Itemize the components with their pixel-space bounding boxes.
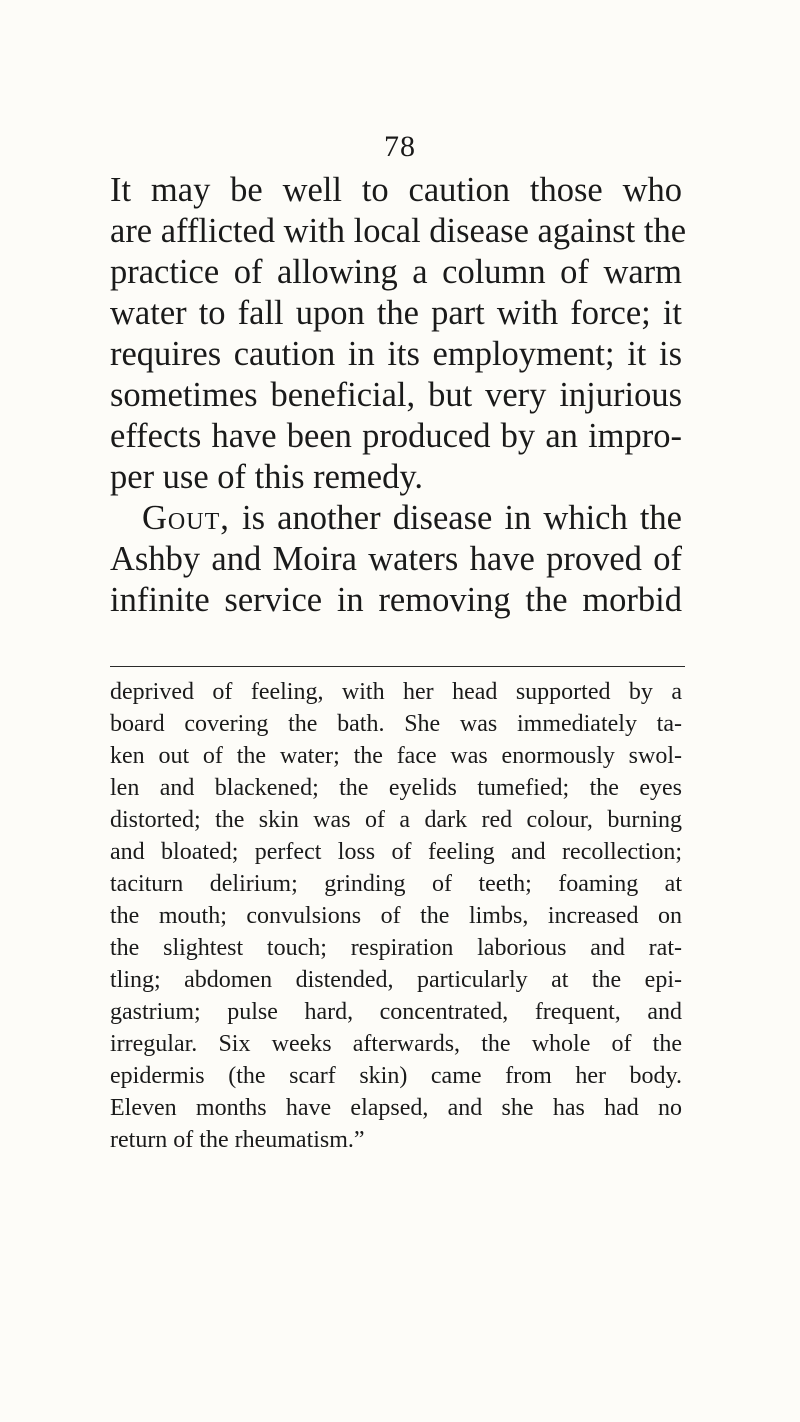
- footnote-line: Eleven months have elapsed, and she has had no: [110, 1095, 682, 1121]
- main-text-block: [110, 170, 687, 621]
- footnote-line: ken out of the water; the face was enormously swol-: [110, 743, 682, 769]
- footnote-line: deprived of feeling, with her head supported by a: [110, 679, 682, 705]
- footnote-block: [110, 676, 682, 1156]
- main-text-line: per use of this remedy.: [110, 458, 423, 496]
- footnote-line: the mouth; convulsions of the limbs, increased on: [110, 903, 682, 929]
- main-text-line: water to fall upon the part with force; it: [110, 294, 682, 332]
- footnote-line: tling; abdomen distended, particularly at the epi-: [110, 967, 682, 993]
- main-text-line: effects have been produced by an impro-: [110, 417, 682, 455]
- gout-line-rest: is another disease in which the: [229, 499, 682, 537]
- footnote-line: epidermis (the scarf skin) came from her body.: [110, 1063, 682, 1089]
- main-text-line: requires caution in its employment; it is: [110, 335, 682, 373]
- main-text-line: Ashby and Moira waters have proved of: [110, 540, 682, 578]
- footnote-line: and bloated; perfect loss of feeling and recollection;: [110, 839, 682, 865]
- main-text-line: sometimes beneficial, but very injurious: [110, 376, 682, 414]
- footnote-line: the slightest touch; respiration laborious and rat-: [110, 935, 682, 961]
- gout-heading-word: Gout,: [142, 499, 230, 537]
- main-text-line-gout: [110, 498, 682, 539]
- footnote-line: distorted; the skin was of a dark red colour, burning: [110, 807, 682, 833]
- main-text-line: are afflicted with local disease against the: [110, 212, 687, 250]
- footnote-line: taciturn delirium; grinding of teeth; foaming at: [110, 871, 682, 897]
- footnote-divider: [110, 666, 685, 667]
- main-text-line: It may be well to caution those who: [110, 171, 682, 209]
- footnote-line: gastrium; pulse hard, concentrated, frequent, and: [110, 999, 682, 1025]
- footnote-line: irregular. Six weeks afterwards, the whole of the: [110, 1031, 682, 1057]
- page-number: 78: [384, 130, 416, 163]
- main-text-line: practice of allowing a column of warm: [110, 253, 682, 291]
- footnote-line: len and blackened; the eyelids tumefied; the eyes: [110, 775, 682, 801]
- footnote-line: return of the rheumatism.”: [110, 1127, 365, 1153]
- main-text-line: infinite service in removing the morbid: [110, 581, 682, 619]
- footnote-line: board covering the bath. She was immediately ta-: [110, 711, 682, 737]
